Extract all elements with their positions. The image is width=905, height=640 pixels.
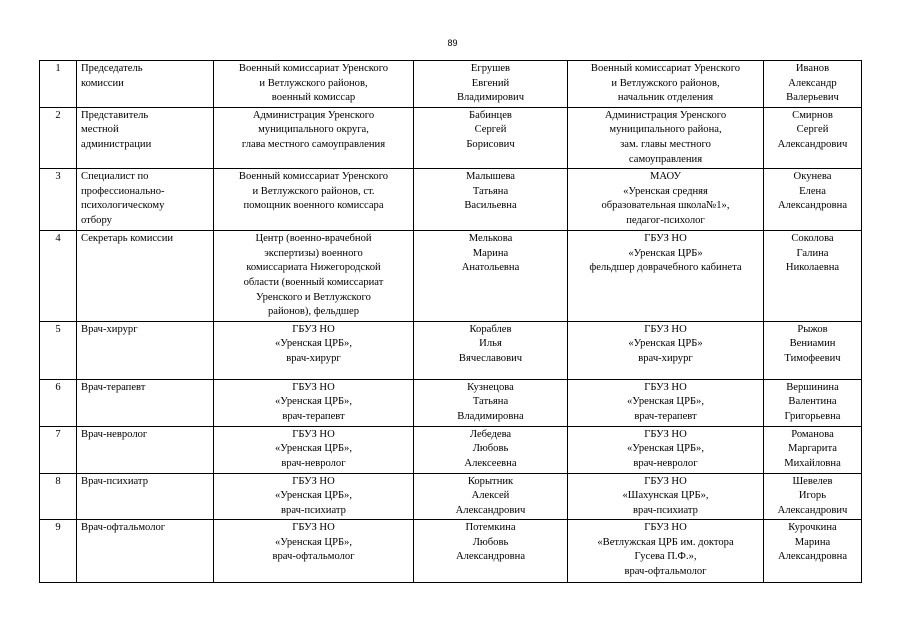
member-name-cell [414,473,568,520]
cell-text-line: Илья [479,338,502,350]
cell-text-line: Потемкина [465,522,516,534]
cell-text-line: ГБУЗ НО [644,233,687,245]
cell-text-line: и Ветлужского районов, [611,77,720,89]
organization-cell [214,473,414,520]
cell-text-line: экспертизы) военного [264,247,363,259]
member-name-cell [414,379,568,426]
cell-text-line: Александровна [455,551,526,563]
cell-text-line: Любовь [472,536,509,548]
table-row [40,107,862,168]
cell-text-line: психологическому [81,200,165,212]
table-body [40,61,862,583]
cell-text-line: Рыжов [797,323,828,335]
cell-text-line: Романова [791,428,834,440]
cell-text-line: ГБУЗ НО [292,323,335,335]
cell-text-line: Александрович [777,504,848,516]
reserve-member-name-cell [764,379,862,426]
cell-text-line: Врач-терапевт [81,381,146,393]
cell-text-line: глава местного самоуправления [241,138,386,150]
cell-text-line: Валентина [788,396,837,408]
cell-text-line: Александрович [455,504,526,516]
cell-text-line: «Уренская ЦРБ», [274,396,353,408]
cell-text-line: Смирнов [792,109,833,121]
cell-text-line: Алексеевна [464,457,517,469]
reserve-member-name-cell [764,321,862,379]
cell-text-line: Лебедева [469,428,512,440]
cell-text-line: ГБУЗ НО [292,522,335,534]
cell-text-line: Вершинина [786,381,839,393]
cell-text-line: Владимирович [456,92,525,104]
role-cell [77,379,214,426]
row-number-cell [40,231,77,322]
organization-cell [214,426,414,473]
cell-text-line: Татьяна [472,185,509,197]
cell-text-line: Владимировна [457,410,524,422]
cell-text-line: Маргарита [788,443,837,455]
cell-text-line: Военный комиссариат Уренского [238,171,389,183]
role-cell [77,231,214,322]
member-name-cell [414,61,568,108]
cell-text: 2 [55,109,61,121]
cell-text-line: Центр (военно-врачебной [255,233,372,245]
cell-text-line: Елена [799,185,826,197]
cell-text-line: «Шахунская ЦРБ», [622,490,709,502]
row-number-cell [40,520,77,583]
cell-text-line: Уренского и Ветлужского [256,291,371,303]
cell-text-line: Малышева [465,171,516,183]
cell-text-line: Председатель [81,63,143,74]
row-number-cell [40,107,77,168]
cell-text-line: ГБУЗ НО [644,428,687,440]
cell-text-line: «Уренская ЦРБ», [274,536,353,548]
cell-text-line: Курочкина [788,522,837,534]
cell-text-line: Николаевна [785,262,840,274]
cell-text-line: Григорьевна [784,410,841,422]
cell-text-line: Игорь [798,490,827,502]
member-name-cell [414,426,568,473]
cell-text-line: фельдшер доврачебного кабинета [589,262,742,274]
table-row [40,520,862,583]
cell-text-line: Татьяна [472,396,509,408]
cell-text-line: «Уренская ЦРБ», [274,443,353,455]
cell-text-line: Корытник [467,475,514,487]
cell-text-line: «Уренская ЦРБ» [628,247,703,259]
reserve-organization-cell [568,426,764,473]
role-cell [77,169,214,231]
table-row [40,379,862,426]
cell-text-line: ГБУЗ НО [644,522,687,534]
reserve-organization-cell [568,379,764,426]
cell-text-line: администрации [81,138,152,150]
role-cell [77,520,214,583]
role-cell [77,473,214,520]
row-number-cell [40,473,77,520]
member-name-cell [414,107,568,168]
reserve-member-name-cell [764,231,862,322]
cell-text-line: Анатольевна [461,262,520,274]
cell-text-line: Иванов [795,63,830,74]
cell-text-line: Врач-психиатр [81,475,148,487]
cell-text-line: муниципального района, [609,124,722,136]
cell-text-line: муниципального округа, [258,124,369,136]
cell-text-line: Вениамин [789,338,836,350]
cell-text-line: Сергей [474,124,507,136]
cell-text-line: врач-офтальмолог [624,566,707,578]
cell-text-line: Врач-хирург [81,323,138,335]
cell-text-line: Администрация Уренского [252,109,375,121]
cell-text-line: Любовь [472,443,509,455]
organization-cell [214,321,414,379]
reserve-organization-cell [568,321,764,379]
cell-text-line: ГБУЗ НО [292,428,335,440]
cell-text-line: «Уренская ЦРБ», [274,490,353,502]
cell-text-line: начальник отделения [617,92,714,104]
cell-text-line: Егрушев [470,63,511,74]
cell-text-line: Михайловна [784,457,841,469]
cell-text-line: «Уренская ЦРБ» [628,338,703,350]
cell-text: 8 [55,475,61,487]
cell-text-line: врач-психиатр [633,504,698,516]
organization-cell [214,61,414,108]
cell-text-line: Бабинцев [469,109,512,121]
cell-text-line: военный комиссар [271,92,356,104]
organization-cell [214,107,414,168]
cell-text-line: отбору [81,214,112,226]
cell-text-line: «Уренская ЦРБ», [626,396,705,408]
table-row [40,426,862,473]
cell-text-line: Александрович [777,138,848,150]
reserve-organization-cell [568,231,764,322]
table-row [40,473,862,520]
cell-text-line: Специалист по [81,171,149,183]
cell-text-line: комиссии [81,77,124,89]
cell-text: 7 [55,428,61,440]
cell-text-line: Соколова [791,233,834,245]
row-number-cell [40,321,77,379]
cell-text-line: Алексей [471,490,510,502]
cell-text-line: Окунева [793,171,832,183]
cell-text-line: Военный комиссариат Уренского [238,63,389,74]
cell-text: 4 [55,233,61,245]
row-number-cell [40,379,77,426]
cell-text-line: Врач-офтальмолог [81,522,166,534]
cell-text-line: Александровна [777,551,848,563]
cell-text-line: Администрация Уренского [604,109,727,121]
table-row [40,231,862,322]
page-number: 89 [447,38,458,48]
cell-text-line: «Уренская ЦРБ», [274,338,353,350]
row-number-cell [40,61,77,108]
table-row [40,61,862,108]
cell-text-line: Представитель [81,109,149,121]
cell-text-line: помощник военного комиссара [243,200,384,212]
cell-text-line: Васильевна [464,200,517,212]
cell-text-line: ГБУЗ НО [292,475,335,487]
reserve-organization-cell [568,61,764,108]
cell-text-line: ГБУЗ НО [644,323,687,335]
cell-text-line: врач-невролог [281,457,346,469]
cell-text-line: области (военный комиссариат [243,276,384,288]
reserve-member-name-cell [764,61,862,108]
cell-text-line: Марина [472,247,509,259]
reserve-member-name-cell [764,107,862,168]
cell-text-line: Секретарь комиссии [81,233,174,245]
cell-text-line: «Уренская ЦРБ», [626,443,705,455]
cell-text-line: Кузнецова [467,381,514,393]
reserve-organization-cell [568,169,764,231]
reserve-organization-cell [568,473,764,520]
cell-text-line: и Ветлужского районов, ст. [252,185,375,197]
cell-text-line: Марина [794,536,831,548]
cell-text-line: Тимофеевич [784,352,841,364]
cell-text-line: зам. главы местного [620,138,711,150]
cell-text-line: врач-терапевт [634,410,697,422]
cell-text-line: Александр [788,77,837,89]
role-cell [77,61,214,108]
cell-text-line: Гусева П.Ф.», [634,551,697,563]
cell-text-line: Шевелев [792,475,833,487]
cell-text-line: Военный комиссариат Уренского [590,63,741,74]
reserve-organization-cell [568,107,764,168]
member-name-cell [414,169,568,231]
cell-text-line: педагог-психолог [626,214,705,226]
reserve-organization-cell [568,520,764,583]
table-row [40,321,862,379]
role-cell [77,426,214,473]
row-number-cell [40,426,77,473]
cell-text-line: ГБУЗ НО [644,475,687,487]
reserve-member-name-cell [764,520,862,583]
cell-text-line: «Уренская средняя [623,185,708,197]
cell-text-line: врач-хирург [286,352,341,364]
cell-text-line: врач-хирург [638,352,693,364]
cell-text-line: МАОУ [649,171,682,183]
reserve-member-name-cell [764,169,862,231]
cell-text: 6 [55,381,61,393]
role-cell [77,321,214,379]
cell-text-line: и Ветлужского районов, [259,77,368,89]
cell-text: 9 [55,522,61,534]
cell-text-line: самоуправления [628,153,703,165]
cell-text-line: ГБУЗ НО [292,381,335,393]
cell-text-line: Кораблев [469,323,512,335]
cell-text-line: «Ветлужская ЦРБ им. доктора [597,536,734,548]
cell-text-line: Сергей [796,124,829,136]
member-name-cell [414,231,568,322]
cell-text-line: Борисович [466,138,515,150]
cell-text-line: Александровна [777,200,848,212]
reserve-member-name-cell [764,473,862,520]
cell-text-line: Врач-невролог [81,428,148,440]
cell-text-line: образовательная школа№1», [601,200,730,212]
cell-text-line: Галина [796,247,829,259]
cell-text-line: профессионально- [81,185,165,197]
cell-text-line: Евгений [471,77,510,89]
commission-table [39,60,862,583]
row-number-cell [40,169,77,231]
organization-cell [214,379,414,426]
member-name-cell [414,520,568,583]
reserve-member-name-cell [764,426,862,473]
cell-text-line: местной [81,124,119,136]
cell-text-line: врач-психиатр [281,504,346,516]
cell-text-line: врач-офтальмолог [272,551,355,563]
cell-text: 3 [55,171,61,183]
cell-text-line: комиссариата Нижегородской [246,262,381,274]
cell-text-line: врач-невролог [633,457,698,469]
cell-text-line: Мелькова [468,233,513,245]
organization-cell [214,520,414,583]
cell-text-line: Валерьевич [786,92,839,104]
cell-text: 5 [55,323,61,335]
organization-cell [214,169,414,231]
table-row [40,169,862,231]
member-name-cell [414,321,568,379]
cell-text-line: районов), фельдшер [268,306,359,318]
cell-text-line: ГБУЗ НО [644,381,687,393]
organization-cell [214,231,414,322]
cell-text-line: врач-терапевт [282,410,345,422]
cell-text: 1 [55,63,61,74]
role-cell [77,107,214,168]
cell-text-line: Вячеславович [458,352,523,364]
